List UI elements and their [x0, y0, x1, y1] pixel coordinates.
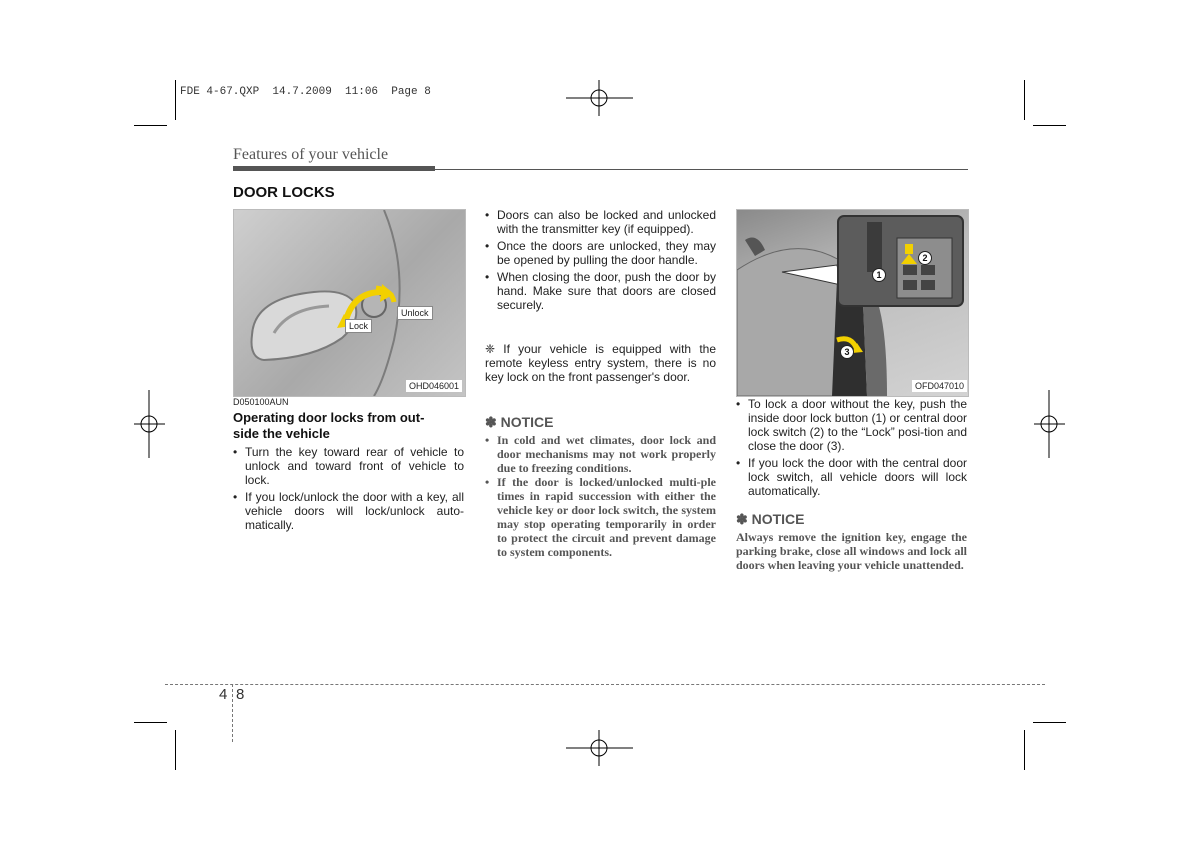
footer-divider: [232, 684, 233, 742]
door-lock-switch-illustration: [736, 209, 969, 397]
list-item: • When closing the door, push the door by hand. Make sure that doors are closed securely.: [485, 270, 716, 312]
printer-slug: FDE 4-67.QXP 14.7.2009 11:06 Page 8: [180, 86, 431, 98]
reference-code: D050100AUN: [233, 397, 289, 407]
subheading: Operating door locks from out-side the vehicle: [233, 410, 425, 441]
list-item: • Doors can also be locked and unlocked with the transmitter key (if equipped).: [485, 208, 716, 236]
page-section: 4: [219, 686, 228, 703]
door-handle-drawing: [234, 210, 465, 396]
figure-code: OHD046001: [406, 380, 462, 392]
list-item: • If you lock/unlock the door with a key, all vehicle doors will lock/unlock auto-matically.: [233, 490, 464, 532]
running-header: Features of your vehicle: [233, 146, 389, 163]
notice-body: Always remove the ignition key, engage the parking brake, close all windows and lock all doors when leaving your vehicle unattended.: [736, 530, 967, 572]
list-item: • In cold and wet climates, door lock and door mechanisms may not work properly due to freezing conditions.: [485, 433, 716, 475]
col2-body: [485, 208, 716, 315]
notice-title: ✽ NOTICE: [736, 511, 805, 527]
page-number: 8: [236, 686, 245, 703]
figure-code: OFD047010: [912, 380, 967, 392]
list-item: • If you lock the door with the central door lock switch, all vehicle doors will lock automatically.: [736, 456, 967, 498]
keyless-note: ❈ If your vehicle is equipped with the remote keyless entry system, there is no key lock on the front passenger's door.: [485, 342, 716, 384]
header-bar: [233, 166, 435, 171]
footer-rule: [165, 684, 1045, 685]
list-item: • To lock a door without the key, push the inside door lock button (1) or central door lock switch (2) to the “Lock” posi-tion and close the door (3).: [736, 397, 967, 453]
notice-body: [485, 433, 716, 559]
col1-body: [233, 445, 464, 535]
list-item: • Turn the key toward rear of vehicle to unlock and toward front of vehicle to lock.: [233, 445, 464, 487]
list-item: • Once the doors are unlocked, they may be opened by pulling the door handle.: [485, 239, 716, 267]
callout-3: 3: [840, 345, 854, 359]
col3-body: [736, 397, 967, 501]
list-item: • If the door is locked/unlocked multi-ple times in rapid succession with either the vehicle key or door lock switch, the system may stop operating temporarily in order to protect the circuit and prevent damage to system components.: [485, 475, 716, 559]
callout-2: 2: [918, 251, 932, 265]
lock-label: Lock: [345, 319, 372, 333]
notice-title: ✽ NOTICE: [485, 414, 554, 430]
callout-1: 1: [872, 268, 886, 282]
section-title: DOOR LOCKS: [233, 184, 335, 201]
car-door-drawing: [737, 210, 968, 396]
door-handle-illustration: [233, 209, 466, 397]
unlock-label: Unlock: [397, 306, 433, 320]
